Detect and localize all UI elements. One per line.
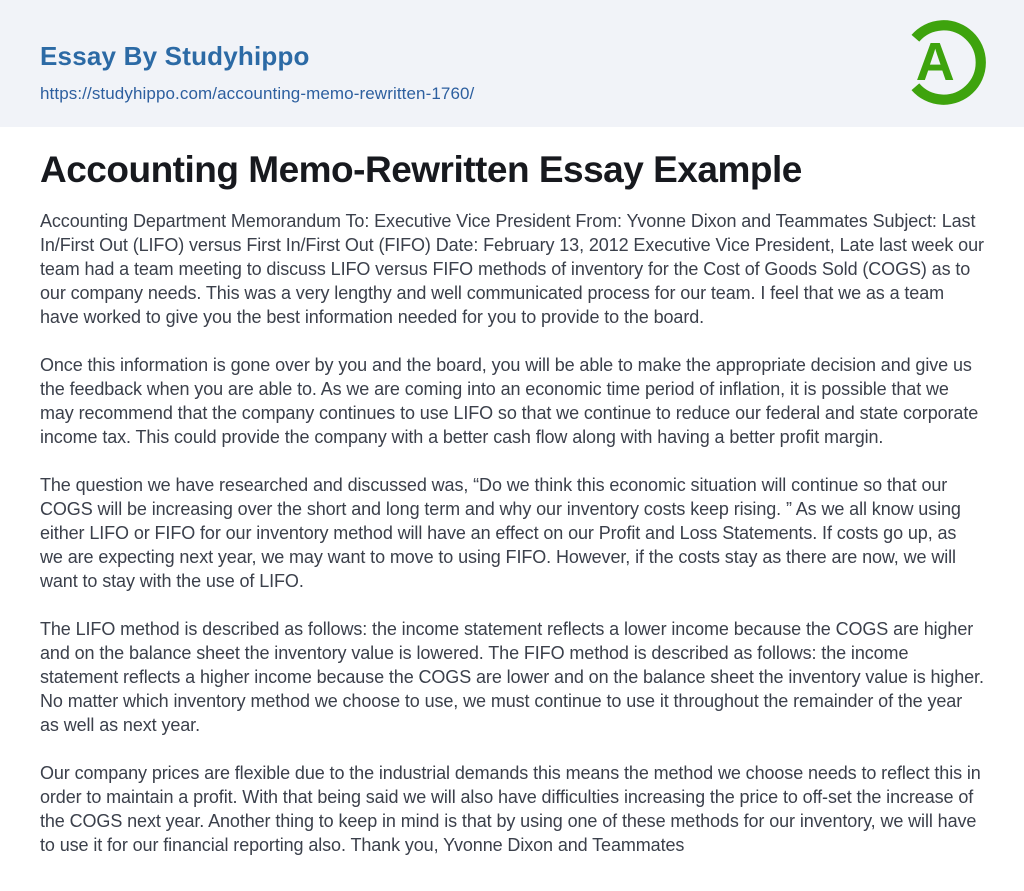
essay-paragraph: The question we have researched and discussed was, “Do we think this economic situation will continue so that our COGS will be increasing over the short and long term and why our inventory costs keep rising. ” As we all know using either LIFO or FIFO for our inventory method will have an effect on our Profit and Loss Statements. If costs go up, as we are expecting next year, we may want to move to using FIFO. However, if the costs stay as there are now, we will want to stay with the use of LIFO. — [40, 475, 961, 591]
essay-paragraph: Once this information is gone over by you and the board, you will be able to make the appropriate decision and give us the feedback when you are able to. As we are coming into an economic time period of inflation, it is possible that we may recommend that the company continues to use LIFO so that we continue to reduce our federal and state corporate income tax. This could provide the company with a better cash flow along with having a better profit margin. — [40, 355, 979, 447]
essay-paragraph: Our company prices are flexible due to the industrial demands this means the method we choose needs to reflect this in order to maintain a profit. With that being said we will also have difficulties increasing the price to off-set the increase of the COGS next year. Another thing to keep in mind is that by using one of these methods for our inventory, we will have to use it for our financial reporting also. Thank you, Yvonne Dixon and Teammates — [40, 763, 981, 855]
essay-paragraph: The LIFO method is described as follows: the income statement reflects a lower income because the COGS are higher and on the balance sheet the inventory value is lowered. The FIFO method is described as follows: the income statement reflects a higher income because the COGS are lower and on the balance sheet the inventory value is higher. No matter which inventory method we choose to use, we must continue to use it throughout the remainder of the year as well as next year. — [40, 619, 984, 735]
essay-content — [0, 148, 1024, 857]
brand-title: Essay By Studyhippo — [40, 41, 310, 71]
site-header — [0, 0, 1024, 127]
essay-paragraph: Accounting Department Memorandum To: Executive Vice President From: Yvonne Dixon and Teammates Subject: Last In/First Out (LIFO) versus First In/First Out (FIFO) Date: February 13, 2012 Executive Vice President, Late last week our team had a team meeting to discuss LIFO versus FIFO methods of inventory for the Cost of Goods Sold (COGS) as to our company needs. This was a very lengthy and well communicated process for our team. I feel that we as a team have worked to give you the best information needed for you to provide to the board. — [40, 211, 984, 327]
logo-letter: A — [915, 32, 955, 93]
studyhippo-logo-icon — [898, 16, 991, 109]
source-url-link[interactable]: https://studyhippo.com/accounting-memo-rewritten-1760/ — [40, 84, 475, 103]
page-title: Accounting Memo-Rewritten Essay Example — [40, 149, 802, 190]
